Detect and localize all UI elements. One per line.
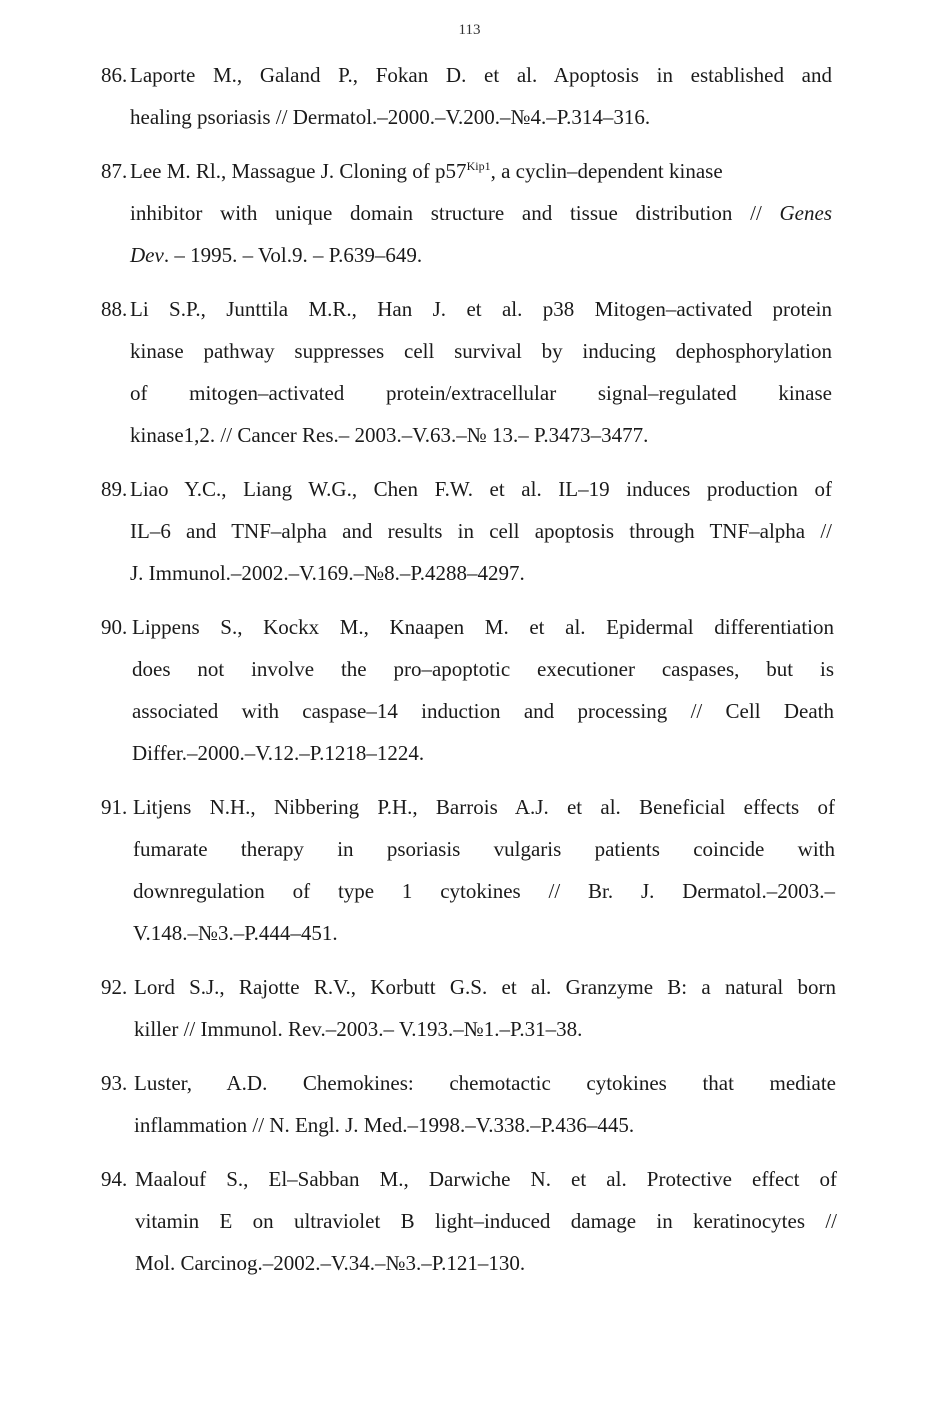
reference-item-88 [0, 288, 939, 456]
reference-line: kinase1,2. // Cancer Res.– 2003.–V.63.–№ 13.– P.3473–3477. [130, 423, 649, 447]
reference-line: Lippens S., Kockx M., Knaapen M. et al. Epidermal differentiation [132, 615, 834, 639]
reference-number: 93. [101, 1071, 128, 1095]
reference-line: of mitogen–activated protein/extracellular signal–regulated kinase [130, 381, 832, 405]
reference-line: IL–6 and TNF–alpha and results in cell apoptosis through TNF–alpha // [130, 519, 832, 543]
reference-item-86 [0, 54, 939, 138]
reference-line-text: Lee M. Rl., Massague J. Cloning of $p57^{Kip1}$, a cyclin–dependent kinase [130, 159, 723, 183]
journal-name-italic: Genes [779, 201, 832, 225]
reference-line: Dev. – 1995. – Vol.9. – P.639–649. [130, 243, 423, 267]
reference-line: Laporte M., Galand P., Fokan D. et al. Apoptosis in established and [130, 63, 832, 87]
reference-number: 89. [101, 477, 128, 501]
reference-line: inhibitor with unique domain structure and tissue distribution // Genes [130, 201, 832, 225]
reference-item-92 [0, 966, 939, 1050]
reference-line: Li S.P., Junttila M.R., Han J. et al. p38 Mitogen–activated protein [130, 297, 832, 321]
reference-line: Differ.–2000.–V.12.–P.1218–1224. [132, 741, 425, 765]
reference-item-89 [0, 468, 939, 594]
reference-line: Lord S.J., Rajotte R.V., Korbutt G.S. et al. Granzyme B: a natural born [134, 975, 836, 999]
reference-line: inflammation // N. Engl. J. Med.–1998.–V.338.–P.436–445. [134, 1113, 635, 1137]
reference-line [130, 150, 832, 192]
reference-line: does not involve the pro–apoptotic executioner caspases, but is [132, 657, 834, 681]
superscript-kip1: Kip1 [466, 159, 491, 173]
reference-item-94 [0, 1158, 939, 1284]
reference-item-87 [0, 150, 939, 276]
reference-number: 92. [101, 975, 128, 999]
reference-line: kinase pathway suppresses cell survival by inducing dephosphorylation [130, 339, 832, 363]
reference-line: V.148.–№3.–P.444–451. [133, 921, 338, 945]
journal-name-italic: Dev [130, 243, 164, 267]
reference-line: vitamin E on ultraviolet B light–induced damage in keratinocytes // [135, 1209, 837, 1233]
reference-number: 91. [101, 795, 128, 819]
reference-line: Mol. Carcinog.–2002.–V.34.–№3.–P.121–130. [135, 1251, 526, 1275]
reference-list [0, 54, 939, 1296]
reference-line: Liao Y.C., Liang W.G., Chen F.W. et al. IL–19 induces production of [130, 477, 832, 501]
reference-number: 88. [101, 297, 128, 321]
reference-number: 90. [101, 615, 128, 639]
reference-item-90 [0, 606, 939, 774]
reference-line: Litjens N.H., Nibbering P.H., Barrois A.J. et al. Beneficial effects of [133, 795, 835, 819]
reference-number: 94. [101, 1167, 128, 1191]
reference-line: associated with caspase–14 induction and processing // Cell Death [132, 699, 834, 723]
reference-line: Maalouf S., El–Sabban M., Darwiche N. et al. Protective effect of [135, 1167, 837, 1191]
reference-line: killer // Immunol. Rev.–2003.– V.193.–№1.–P.31–38. [134, 1017, 583, 1041]
page-number: 113 [458, 22, 481, 38]
reference-line: fumarate therapy in psoriasis vulgaris patients coincide with [133, 837, 835, 861]
reference-item-91 [0, 786, 939, 954]
reference-number: 86. [101, 63, 128, 87]
reference-item-93 [0, 1062, 939, 1146]
reference-line: healing psoriasis // Dermatol.–2000.–V.200.–№4.–P.314–316. [130, 105, 651, 129]
reference-line: downregulation of type 1 cytokines // Br. J. Dermatol.–2003.– [133, 879, 835, 903]
reference-number: 87. [101, 159, 128, 183]
reference-line: Luster, A.D. Chemokines: chemotactic cytokines that mediate [134, 1071, 836, 1095]
reference-line: J. Immunol.–2002.–V.169.–№8.–P.4288–4297. [130, 561, 525, 585]
